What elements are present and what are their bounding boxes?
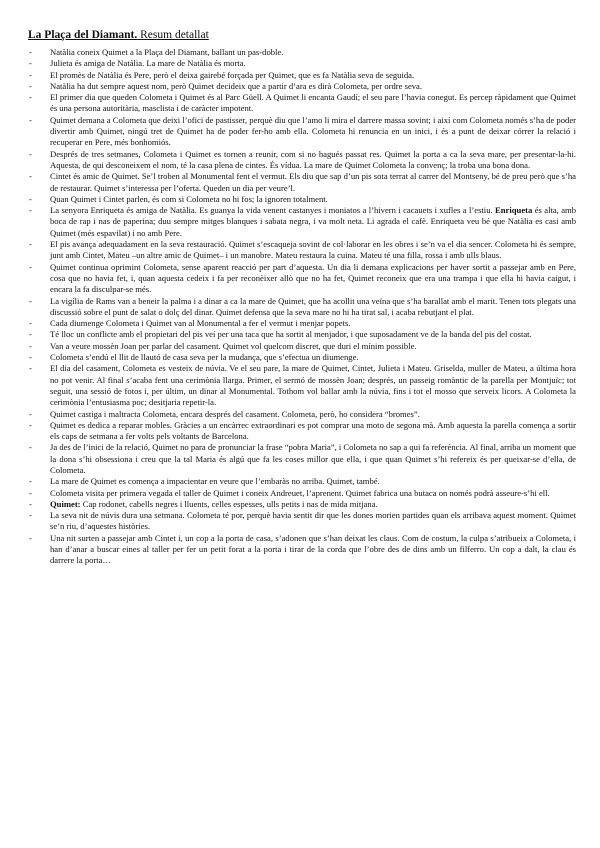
list-item	[28, 205, 576, 239]
item-text: Quimet es dedica a reparar mobles. Gràcies a un encàrrec extraordinari es pot comprar una moto de segona mà. Amb aquesta la parella comença a sortir els caps de setmana a fer volts pels voltants de Barcelona.	[50, 419, 576, 442]
bullet-dash: -	[29, 329, 32, 340]
bullet-dash: -	[29, 80, 32, 91]
list-item	[28, 420, 576, 443]
list-item	[28, 58, 576, 69]
item-text: Una nit surten a passejar amb Cintet i, un cop a la porta de casa, s’adonen que s’han deixat les claus. Com de costum, la culpa s’atribueix a Colometa, i han d’anar a buscar eines al taller per fer un petit forat a la porta i tirar de la corda que l’obre des de dins amb un filferro. Un cop a dalt, la clau és darrere la porta…	[50, 532, 576, 566]
list-item	[28, 488, 576, 499]
item-text: El dia del casament, Colometa es vesteix de núvia. Ve el seu pare, la mare de Quimet, Cintet, Julieta i Mateu. Griselda, muller de Mateu, a última hora no pot venir. Al final s’acaba fent una cerimònia llarga. Primer, el sermó de mossèn Joan; després, un passeig romàntic de la parella per Montjuïc; tot seguit, una sessió de fotos i, per últim, un dinar al Monumental. Tothom vol ballar amb la núvia, fins i tot el mosso que serveix licors. A Colometa la cerimònia l’entusiasma poc; desitjaria repetir-la.	[50, 363, 576, 408]
item-text-prefix: La senyora Enriqueta és amiga de Natàlia. Es guanya la vida venent castanyes i moniatos a l’hivern i cacauets i xufles a l’estiu.	[50, 205, 496, 216]
list-item	[28, 352, 576, 363]
document-page	[28, 28, 576, 567]
bullet-dash: -	[29, 205, 32, 216]
item-text: Després de tres setmanes, Colometa i Quimet es tornen a reunir, com si no hagués passat res. Quimet la porta a ca la seva mare, per presentar-la-hi. Aquesta, de qui desconeixem el nom, té la casa plena de cintes. És vídua. La mare de Quimet Colometa la convenç; la troba una bona dona.	[50, 148, 576, 170]
bullet-dash: -	[29, 363, 32, 374]
item-text: La seva nit de núvis dura una setmana. Colometa té por, perquè havia sentit dir que les dones morien partides quan els arribava aquest moment. Quimet se’n riu, d’aquestes històries.	[50, 510, 576, 532]
bullet-dash: -	[29, 442, 32, 453]
bullet-dash: -	[29, 193, 32, 204]
item-text: La vigília de Rams van a beneir la palma i a dinar a ca la mare de Quimet, que ha acollit una veïna que s’ha barallat amb el marit. Tenen tots plegats una discussió sobre el punt de salat o dolç del dinar. Quimet defensa que la seva mare no hi ha tirat sal, i acaba rebutjant el plat.	[50, 295, 576, 317]
bullet-dash: -	[29, 295, 32, 306]
bullet-dash: -	[29, 498, 32, 509]
list-item	[28, 47, 576, 58]
bullet-dash: -	[29, 239, 32, 250]
list-item	[28, 262, 576, 296]
bullet-dash: -	[29, 340, 32, 351]
list-item	[28, 409, 576, 420]
item-text: Ja des de l’inici de la relació, Quimet no para de pronunciar la frase “pobra Maria”, i Colometa no sap a qui fa referència. Al final, arriba un moment que la dona s’hi obsessiona i creu que la tal Maria és algú que fa les coses millor que ella, i que quan Quimet s’hi refereix és per queixar-se d’ella, de Colometa.	[50, 442, 576, 475]
item-text: Colometa visita per primera vegada el taller de Quimet i coneix Andreuet, l’aprenent. Quimet fabrica una butaca on només podrà asseure-s’hi ell.	[50, 487, 550, 498]
item-text: Cada diumenge Colometa i Quimet van al Monumental a fer el vermut i menjar popets.	[50, 318, 351, 329]
list-item	[28, 499, 576, 510]
list-item	[28, 115, 576, 149]
item-text: Natàlia coneix Quimet a la Plaça del Diamant, ballant un pas-doble.	[50, 47, 284, 57]
item-text: Julieta és amiga de Natàlia. La mare de Natàlia és morta.	[50, 58, 246, 69]
title-subtitle-part: Resum detallat	[137, 29, 209, 41]
bullet-dash: -	[29, 148, 32, 159]
item-text: Natàlia ha dut sempre aquest nom, però Quimet decideix que a partir d’ara es dirà Colometa, per ordre seva.	[50, 80, 423, 91]
bullet-dash: -	[29, 419, 32, 430]
list-item	[28, 92, 576, 115]
title-bold-part: La Plaça del Diamant.	[28, 29, 138, 41]
list-item	[28, 533, 576, 567]
summary-list	[28, 47, 576, 567]
item-text: Cap rodonet, cabells negres i lluents, celles espesses, ulls petits i nas de mida mitjana.	[80, 498, 378, 509]
bullet-dash: -	[29, 261, 32, 272]
bullet-dash: -	[29, 114, 32, 125]
bullet-dash: -	[29, 476, 32, 487]
bullet-dash: -	[29, 318, 32, 329]
list-item	[28, 81, 576, 92]
list-item	[28, 194, 576, 205]
bullet-dash: -	[29, 92, 32, 103]
list-item	[28, 510, 576, 533]
list-item	[28, 363, 576, 408]
list-item	[28, 296, 576, 319]
list-item	[28, 70, 576, 81]
item-text: Quimet continua oprimint Colometa, sense aparent reacció per part d’aquesta. Un dia li demana explicacions per haver sortit a passejar amb en Pere, cosa que no havia fet, i, quan aquesta cedeix i fa per reconèixer allò que no ha fet, Quimet reconeix que era una trampa i que ella hi havia caigut, i encara la fa disculpar-se més.	[50, 261, 576, 295]
item-text: El promès de Natàlia és Pere, però el deixa gairebé forçada per Quimet, que es fa Natàlia seva de seguida.	[50, 69, 415, 80]
list-item	[28, 318, 576, 329]
item-text: Colometa s’endú el llit de llautó de casa seva per la mudança, que s’efectua un diumenge.	[50, 352, 359, 363]
list-item	[28, 341, 576, 352]
item-text: Cintet és amic de Quimet. Se’l troben al Monumental fent el vermut. Els diu que sap d’un pis sota terrat al carrer del Montseny, bé de preu però que s’ha de restaurar. Quimet s’interessa per l’oferta. Queden un dia per veure’l.	[50, 171, 576, 193]
bullet-dash: -	[29, 532, 32, 543]
document-title	[28, 28, 576, 42]
bullet-dash: -	[29, 171, 32, 182]
list-item	[28, 149, 576, 172]
list-item	[28, 442, 576, 476]
item-text: Quimet demana a Colometa que deixi l’ofici de pastisser, perquè diu que l’amo li mira el darrere massa sovint; i així com Colometa només s’ha de poder divertir amb Quimet, ningú tret de Quimet ha de poder fer-ho amb ella. Colometa hi renuncia en un inici, i és a punt de deixar córrer la relació i recuperar en Pere, més bonhomiós.	[50, 114, 576, 148]
bullet-dash: -	[29, 58, 32, 69]
item-text: Quan Quimet i Cintet parlen, és com si Colometa no hi fos; la ignoren totalment.	[50, 193, 328, 204]
item-text: La mare de Quimet es comença a impacientar en veure que l’embaràs no arriba. Quimet, també.	[50, 476, 380, 487]
item-text: El primer dia que queden Colometa i Quimet és al Parc Güell. A Quimet li encanta Gaudí; el seu pare l’havia conegut. Es percep ràpidament que Quimet és una persona autoritària, masclista i de caràcter impotent.	[50, 92, 576, 114]
item-text: Quimet castiga i maltracta Colometa, encara després del casament. Colometa, però, ho considera “bromes”.	[50, 408, 420, 419]
list-item	[28, 171, 576, 194]
bullet-dash: -	[29, 352, 32, 363]
item-bold-term: Enriqueta	[495, 205, 533, 216]
list-item	[28, 476, 576, 487]
bullet-dash: -	[29, 69, 32, 80]
item-text: Van a veure mossèn Joan per parlar del casament. Quimet vol quelcom discret, que duri el mínim possible.	[50, 340, 417, 351]
list-item	[28, 329, 576, 340]
bullet-dash: -	[29, 47, 32, 57]
bullet-dash: -	[29, 408, 32, 419]
item-bold-term: Quimet:	[50, 498, 81, 509]
item-text: Té lloc un conflicte amb el propietari del pis veí per una taca que ha sortit al menjador, i que suposadament ve de la banda del pis del costat.	[50, 329, 532, 340]
item-text: El pis avança adequadament en la seva restauració. Quimet s’escaqueja sovint de col·laborar en les obres i se’n va el dia sencer. Colometa hi és sempre, junt amb Cintet, Mateu –un altre amic de Quimet– i un manobre. Mateu restaura la cuina. Mateu té una filla, rossa i amb ulls blaus.	[50, 239, 576, 261]
item-text: és alta, amb boca de rap i nas de paperina; duu sempre mitges blanques i sabata negra, i va molt neta. Li agrada el cafè. Enriqueta veu bé que Natàlia es casi amb Quimet (més espavilat) i no amb Pere.	[50, 205, 576, 238]
bullet-dash: -	[29, 510, 32, 521]
bullet-dash: -	[29, 487, 32, 498]
list-item	[28, 239, 576, 262]
